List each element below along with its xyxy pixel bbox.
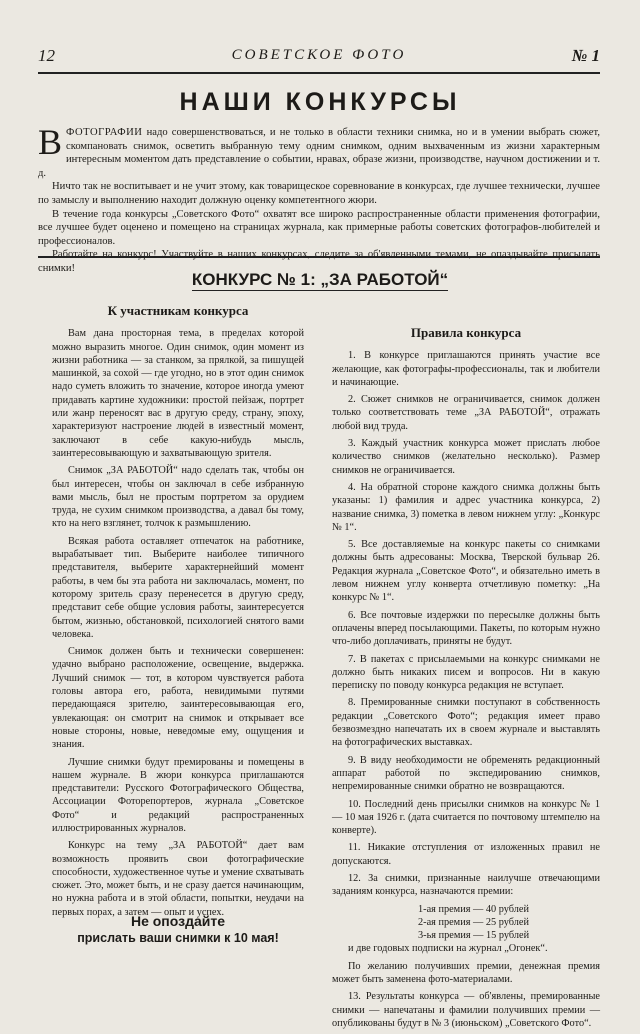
rule-item: 13. Результаты конкурса — об'явлены, премированные снимки — напечатаны и фамилии получивших премии — опубликованы будут в № 3 (июньском) „Советского Фото“.	[332, 991, 600, 1029]
participants-paragraph: Конкурс на тему „ЗА РАБОТОЙ“ дает вам возможность проявить свои фотографические способности, художественное чутье и умение схватывать сюжет. Это, может быть, и не сразу дается начинающим, но нужна работа и в этой области, попытки, неудачи на первых порах, а затем — опыт и успех.	[52, 840, 304, 918]
rule-item: 5. Все доставляемые на конкурс пакеты со снимками должны быть адресованы: Москва, Тверской бульвар 26. Редакция журнала „Советское Фото“, и обязательно иметь в левом нижнем углу конверта отчетливую пометку: „На конкурс № 1“.	[332, 539, 600, 604]
drop-cap: В	[38, 122, 63, 162]
prize-line: 3-ья премия — 15 рублей	[418, 930, 530, 942]
participants-heading: К участникам конкурса	[107, 303, 249, 318]
rule-item: 9. В виду необходимости не обременять редакционный аппарат работой по экспедированию снимков, непремированные снимки обратно не возвращаются.	[332, 754, 600, 793]
deadline-line-1: Не опоздайте	[130, 913, 226, 929]
deadline-callout	[52, 912, 304, 946]
section-rule	[38, 256, 600, 258]
page-number: 12	[38, 46, 55, 65]
rule-item: По желанию получивших премии, денежная премия может быть заменена фото-материалами.	[332, 960, 600, 986]
contest-title-text: КОНКУРС № 1: „ЗА РАБОТОЙ“	[191, 270, 449, 289]
contest-title	[0, 270, 640, 290]
rules-column	[332, 304, 600, 1034]
participants-paragraph: Снимок должен быть и технически совершенен: удачно выбрано расположение, освещение, выдержка. Лучший снимок — тот, в котором чувствуется работа головы автора его, работа, невидимыми путями передающаяся зрителю, заинтересовывающая его, увлекающая: он смотрит на снимок и открывает все новые стороны, новые, неведомые ему, ощущения и знания.	[52, 646, 304, 751]
intro-paragraph-4: Работайте на конкурс! Участвуйте в наших конкурсах, следите за об'явленными темами, не опаздывайте присылать снимки!	[38, 249, 600, 274]
rule-item: 4. На обратной стороне каждого снимка должны быть указаны: 1) фамилия и адрес участника конкурса, 2) название снимка, 3) пометка в левом нижнем углу: „Конкурс № 1“.	[332, 481, 600, 533]
issue-number: № 1	[571, 46, 600, 65]
intro-paragraph	[38, 122, 600, 180]
participants-paragraph: Вам дана просторная тема, в пределах которой можно выразить многое. Один снимок, один момент из жизни работника — за станком, за прялкой, за пишущей машинкой, за сохой — где угодно, но в этот один снимок надо суметь вложить то значение, которое иногда умеют придавать картине художники: простой пейзаж, портрет или жанр переносят вас в другую среду, страну, эпоху, характеризуют настроение людей в известный момент, заключают в себе какую-нибудь мысль, заинтересовывающую и захватывающую зрителя.	[52, 328, 304, 459]
rule-item: 12. За снимки, признанные наилучше отвечающими заданиям конкурса, назначаются премии:	[332, 872, 600, 898]
rule-item: 6. Все почтовые издержки по пересылке должны быть оплачены вперед посылающими. Пакеты, по которым нужно что-либо доплачивать, приняты не будут.	[332, 609, 600, 648]
page-title: НАШИ КОНКУРСЫ	[179, 88, 461, 116]
deadline-line-2: прислать ваши снимки к 10 мая!	[77, 931, 279, 945]
rule-item: 3. Каждый участник конкурса может прислать любое количество снимков (желательно несколько). Размер снимков не ограничивается.	[332, 438, 600, 476]
rule-item: и две годовых подписки на журнал „Огонек“.	[348, 943, 548, 955]
rule-item: 7. В пакетах с присылаемыми на конкурс снимками не должно быть никаких писем и вопросов. Ни в какую переписку по поводу конкурса редакция не вступает.	[332, 653, 600, 692]
intro-paragraph-1-rest: надо совершенствоваться, и не только в области техники снимка, но и в умении выбрать сюжет, скомпановать снимок, осветить выбранную тему одним снимком, одним выхваченным из жизни характерным интересным моментом дать представление о событии, нравах, образе жизни, производстве, научном достижении и т. д.	[38, 127, 600, 179]
intro-lead-word: ФОТОГРАФИИ	[66, 127, 143, 138]
rule-item: 1. В конкурсе приглашаются принять участие все желающие, как фотографы-профессионалы, так и любители и начинающие.	[332, 350, 600, 388]
prize-line: 2-ая премия — 25 рублей	[418, 916, 529, 928]
header-rule	[38, 72, 600, 74]
participants-column	[52, 304, 304, 923]
rule-item: 8. Премированные снимки поступают в собственность редакции „Советского Фото“; редакция имеет право безвозмездно напечатать их в своем журнале и выставлять на фотографических выставках.	[332, 697, 600, 749]
participants-paragraph: Всякая работа оставляет отпечаток на работнике, вырабатывает тип. Выберите наиболее типичного представителя, выберите характернейший момент работы, в чем бы эта работа ни заключалась, момент, по которому зритель сразу перенесется в другую среду, представит себе общие условия работы, заинтересуется бытом, жизнью, обстановкой, психологией снятого вами человека.	[52, 535, 304, 640]
rule-item: 2. Сюжет снимков не ограничивается, снимок должен только соответствовать теме „ЗА РАБОТОЙ“, отражать любой вид труда.	[332, 394, 600, 432]
participants-paragraph: Снимок „ЗА РАБОТОЙ“ надо сделать так, чтобы он был интересен, чтобы он заключал в себе избранную вами мысль, был не простым портретом за орудием труда, не сухим снимком производства, а давал бы тому, кто на него взглянет, толчок к размышлению.	[52, 465, 304, 530]
magazine-name: СОВЕТСКОЕ ФОТО	[231, 47, 407, 63]
intro-paragraph-2: Ничто так не воспитывает и не учит этому, как товарищеское соревнование в конкурсах, где лучшее технически, лучшее по замыслу и выполнению находит должную оценку компетентного жюри.	[38, 181, 600, 206]
running-header	[38, 46, 600, 68]
rule-item: 10. Последний день присылки снимков на конкурс № 1 — 10 мая 1926 г. (дата считается по почтовому штемпелю на конверте).	[332, 798, 600, 837]
rule-item: 11. Никакие отступления от изложенных правил не допускаются.	[332, 842, 600, 867]
intro-paragraph-3: В течение года конкурсы „Советского Фото“ охватят все широко распространенные области применения фотографии, все лучшее будет оценено и помещено на страницах журнала, как примерные работы советских фотографов-любителей и профессионалов.	[38, 208, 600, 247]
rules-heading: Правила конкурса	[410, 325, 522, 340]
participants-paragraph: Лучшие снимки будут премированы и помещены в нашем журнале. В жюри конкурса приглашаются представители: Русского Фотографического Общества, Ассоциации Фоторепортеров, журнала „Советское Фото“ и редакций распространенных иллюстрированных журналов.	[52, 756, 304, 834]
prize-line: 1-ая премия — 40 рублей	[418, 903, 529, 915]
intro-text	[38, 122, 600, 276]
